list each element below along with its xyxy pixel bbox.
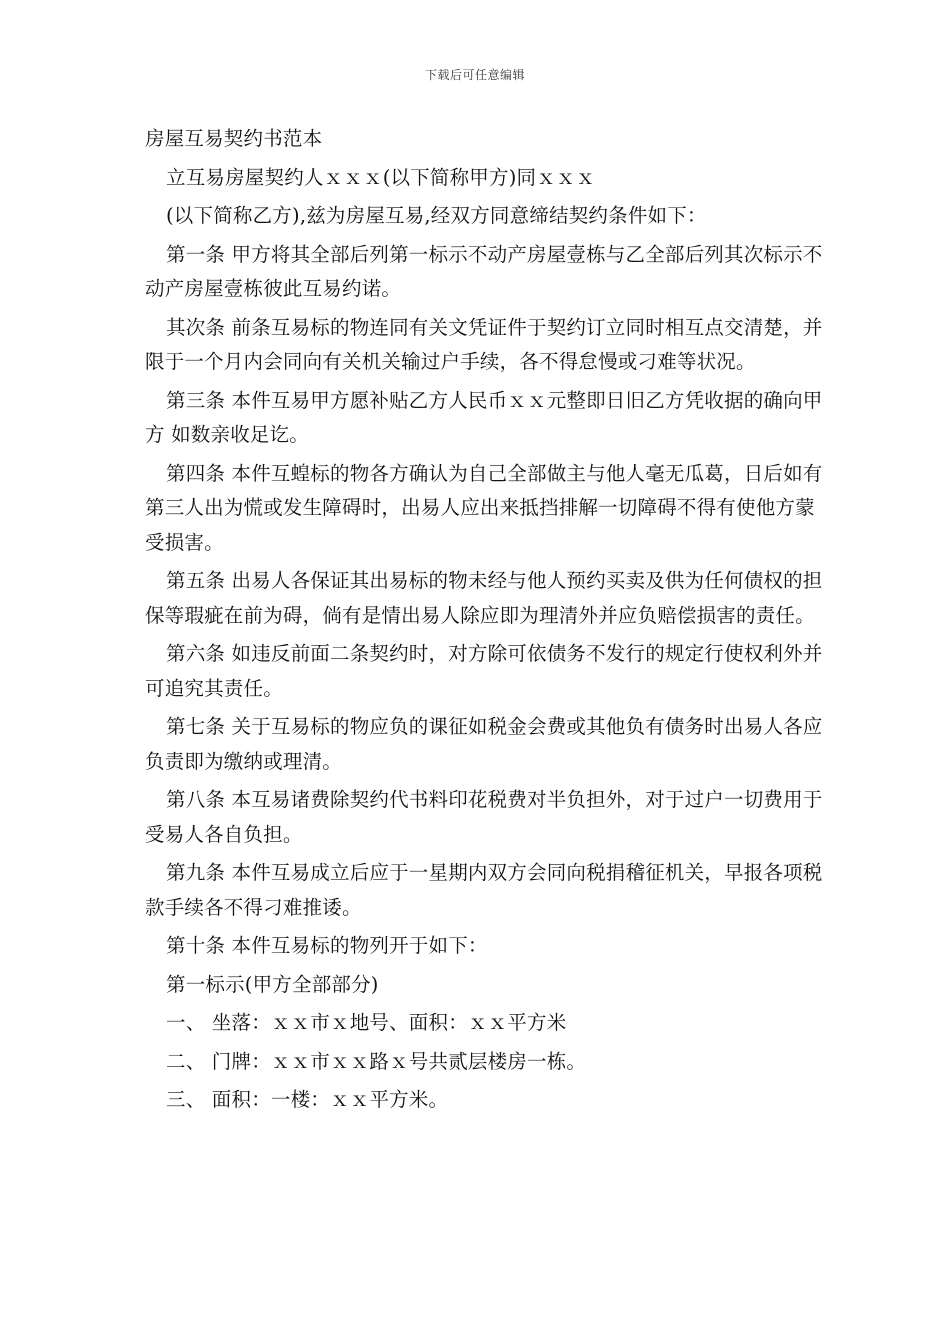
paragraph-parties-2: (以下简称乙方),兹为房屋互易,经双方同意缔结契约条件如下： bbox=[166, 204, 707, 227]
property-item-address: 二、 门牌：ｘｘ市ｘｘ路ｘ号共贰层楼房一栋。 bbox=[166, 1049, 587, 1073]
property-label-party-a: 第一标示(甲方全部部分) bbox=[166, 972, 379, 996]
article-3: 第三条 本件互易甲方愿补贴乙方人民币ｘｘ元整即日旧乙方凭收据的确向甲方 如数亲收足讫。 bbox=[145, 388, 823, 446]
article-4: 第四条 本件互蝗标的物各方确认为自己全部做主与他人毫无瓜葛，日后如有第三人出为慌或发生障碍时，出易人应出来抵挡排解一切障碍不得有使他方蒙受损害。 bbox=[145, 461, 823, 554]
paragraph-parties-1: 立互易房屋契约人ｘｘｘ(以下简称甲方)同ｘｘｘ bbox=[166, 165, 596, 189]
document-body bbox=[145, 122, 825, 1122]
page-header-caption: 下载后可任意编辑 bbox=[424, 68, 525, 82]
article-2: 其次条 前条互易标的物连同有关文凭证件于契约订立同时相互点交清楚，并限于一个月内会同向有关机关输过户手续，各不得怠慢或刁难等状况。 bbox=[145, 315, 823, 373]
article-5: 第五条 出易人各保证其出易标的物未经与他人预约买卖及供为任何债权的担保等瑕疵在前为碍，倘有是情出易人除应即为理清外并应负赔偿损害的责任。 bbox=[145, 569, 823, 627]
article-10: 第十条 本件互易标的物列开于如下： bbox=[166, 934, 488, 957]
property-item-area: 三、 面积：一楼：ｘｘ平方米。 bbox=[166, 1088, 449, 1111]
article-6: 第六条 如违反前面二条契约时，对方除可依债务不发行的规定行使权利外并可追究其责任。 bbox=[145, 642, 823, 700]
document-title: 房屋互易契约书范本 bbox=[145, 127, 323, 150]
property-item-location: 一、 坐落：ｘｘ市ｘ地号、面积：ｘｘ平方米 bbox=[166, 1011, 567, 1034]
article-7: 第七条 关于互易标的物应负的课征如税金会费或其他负有债务时出易人各应负责即为缴纳或理清。 bbox=[145, 715, 823, 773]
article-8: 第八条 本互易诸费除契约代书料印花税费对半负担外，对于过户一切费用于受易人各自负担。 bbox=[145, 788, 823, 846]
article-1: 第一条 甲方将其全部后列第一标示不动产房屋壹栋与乙全部后列其次标示不动产房屋壹栋彼此互易约诺。 bbox=[145, 242, 823, 300]
article-9: 第九条 本件互易成立后应于一星期内双方会同向税捐稽征机关，早报各项税款手续各不得刁难推诿。 bbox=[145, 861, 823, 919]
